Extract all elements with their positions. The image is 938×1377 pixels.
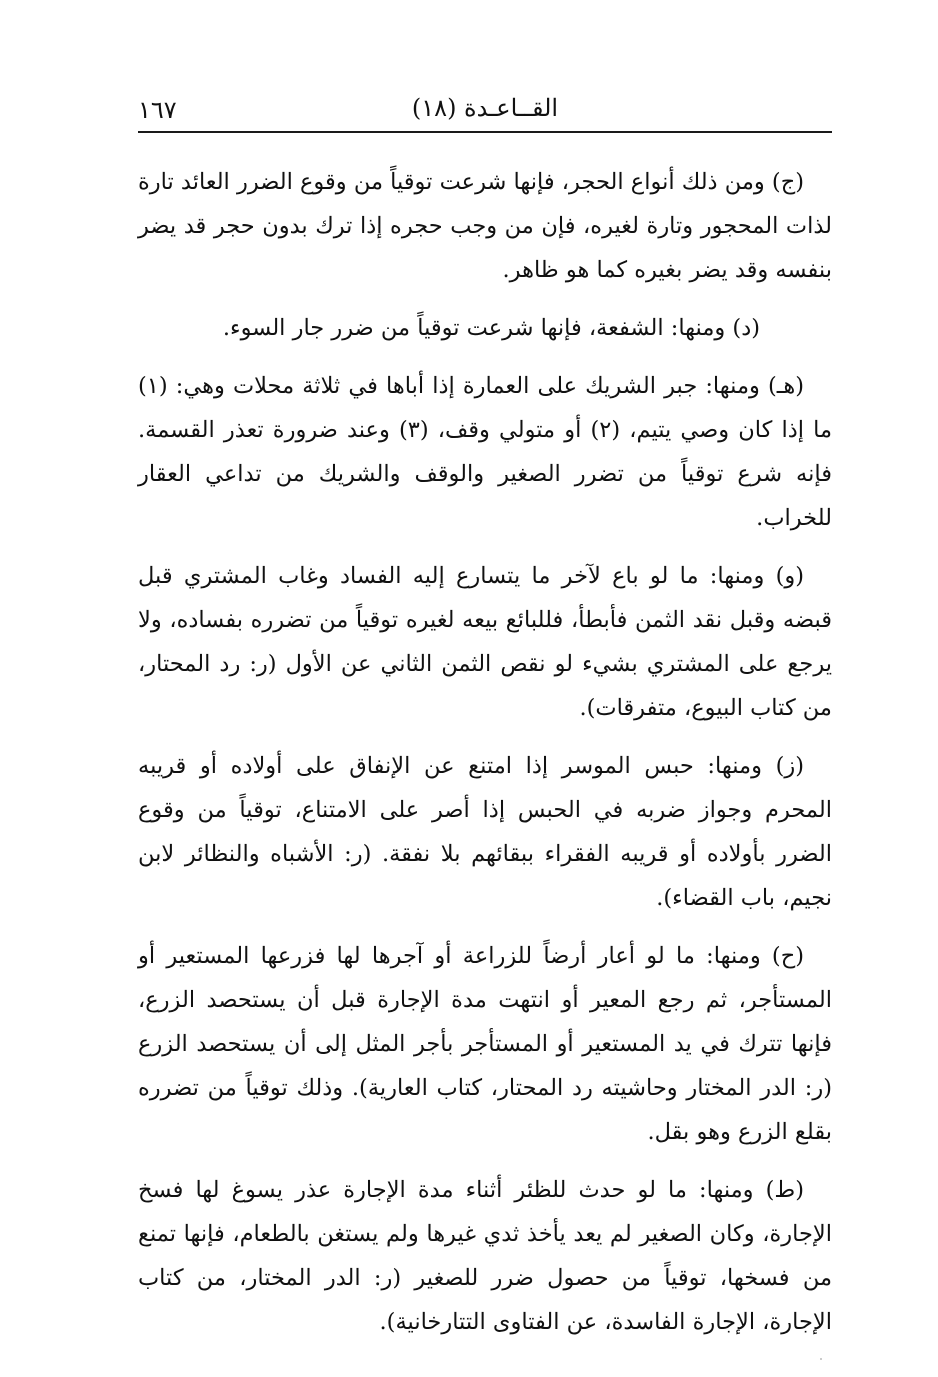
paragraph-dal: (د) ومنها: الشفعة، فإنها شرعت توقياً من ضرر جار السوء. <box>222 315 760 341</box>
page-body <box>138 160 832 1344</box>
running-title: القــاعـدة (١٨) <box>411 94 559 122</box>
paragraph-tta: (ط) ومنها: ما لو حدث للظئر أثناء مدة الإجارة عذر يسوغ لها فسخ الإجارة، وكان الصغير لم يعد يأخذ ثدي غيرها ولم يستغن بالطعام، فإنها تمنع من فسخها، توقياً من حصول ضرر للصغير (ر: الدر المختار، من كتاب الإجارة، الإجارة الفاسدة، عن الفتاوى التتارخانية). <box>138 1177 832 1335</box>
paragraph-hha: (ح) ومنها: ما لو أعار أرضاً للزراعة أو آجرها لها فزرعها المستعير أو المستأجر، ثم رجع المعير أو انتهت مدة الإجارة قبل أن يستحصد الزرع، فإنها تترك في يد المستعير أو المستأجر بأجر المثل إلى أن يستحصد الزرع (ر: الدر المختار وحاشيته رد المحتار، كتاب العارية). وذلك توقياً من تضرره بقلع الزرع وهو بقل. <box>138 943 832 1145</box>
header-rule <box>138 131 832 133</box>
paragraph-jim: (ج) ومن ذلك أنواع الحجر، فإنها شرعت توقياً من وقوع الضرر العائد تارة لذات المحجور وتارة لغيره، فإن من وجب حجره إذا ترك بدون حجر قد يضر بنفسه وقد يضر بغيره كما هو ظاهر. <box>137 169 832 283</box>
paragraph-waw: (و) ومنها: ما لو باع لآخر ما يتسارع إليه الفساد وغاب المشتري قبل قبضه وقبل نقد الثمن فأبطأ، فللبائع بيعه لغيره توقياً من تضرره بفساده، ولا يرجع على المشتري بشيء لو نقص الثمن الثاني عن الأول (ر: رد المحتار، من كتاب البيوع، متفرقات). <box>138 563 832 721</box>
paragraph-zay: (ز) ومنها: حبس الموسر إذا امتنع عن الإنفاق على أولاده أو قريبه المحرم وجواز ضربه في الحبس إذا أصر على الامتناع، توقياً من وقوع الضرر بأولاده أو قريبه الفقراء ببقائهم بلا نفقة. (ر: الأشباه والنظائر لابن نجيم، باب القضاء). <box>138 753 832 911</box>
page-header <box>138 90 832 130</box>
scan-speck <box>820 1358 822 1360</box>
paragraph-ha: (هـ) ومنها: جبر الشريك على العمارة إذا أباها في ثلاثة محلات وهي: (١) ما إذا كان وصي يتيم، (٢) أو متولي وقف، (٣) وعند ضرورة تعذر القسمة. فإنه شرع توقياً من تضرر الصغير والوقف والشريك من تداعي العقار للخراب. <box>138 373 832 531</box>
page-number: ١٦٧ <box>138 96 177 124</box>
